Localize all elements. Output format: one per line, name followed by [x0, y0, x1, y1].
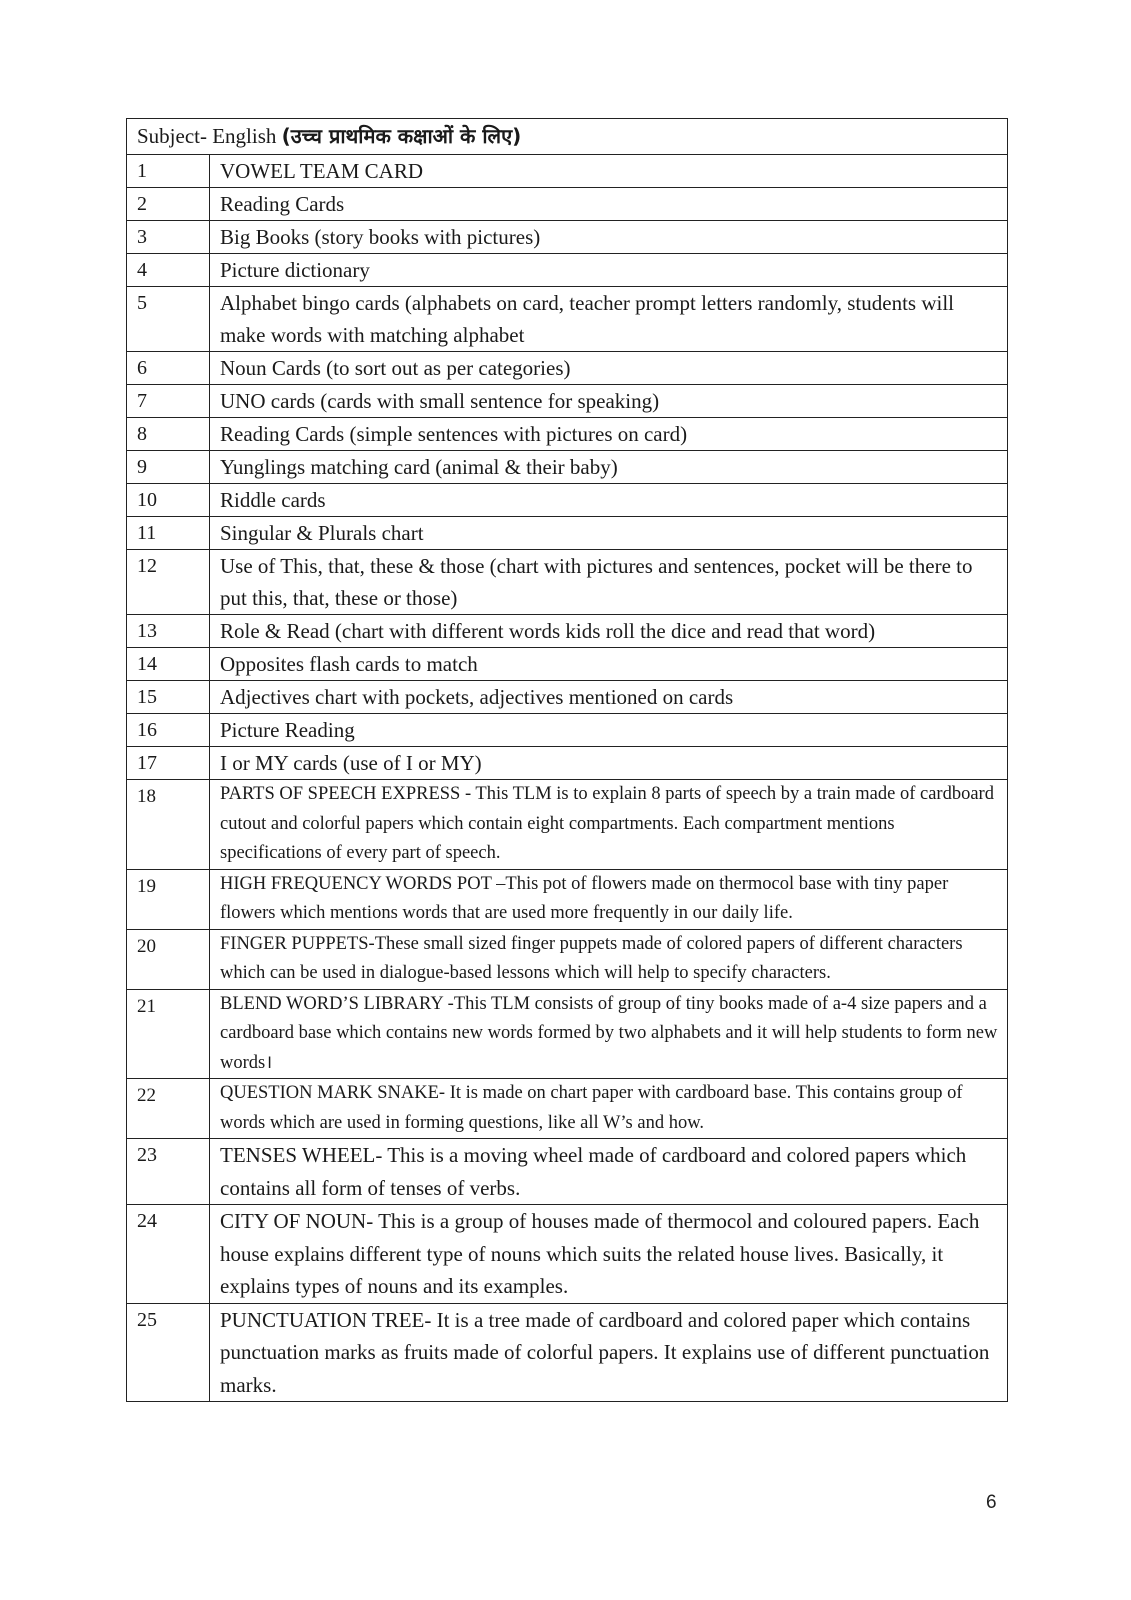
- row-number: 4: [127, 254, 210, 287]
- row-number: 19: [127, 869, 210, 929]
- table-row: [127, 989, 1008, 1079]
- row-text: Noun Cards (to sort out as per categories): [210, 352, 1008, 385]
- row-number: 6: [127, 352, 210, 385]
- table-row: [127, 418, 1008, 451]
- row-text: Alphabet bingo cards (alphabets on card, teacher prompt letters randomly, students will make words with matching alphabet: [210, 287, 1008, 352]
- table-row: [127, 780, 1008, 870]
- table-row: [127, 287, 1008, 352]
- row-text: Big Books (story books with pictures): [210, 221, 1008, 254]
- row-number: 2: [127, 188, 210, 221]
- row-text: Adjectives chart with pockets, adjectives mentioned on cards: [210, 681, 1008, 714]
- table-row: [127, 648, 1008, 681]
- row-text: Reading Cards (simple sentences with pictures on card): [210, 418, 1008, 451]
- row-text: BLEND WORD’S LIBRARY -This TLM consists of group of tiny books made of a-4 size papers and a cardboard base which contains new words formed by two alphabets and it will help students to form new words।: [210, 989, 1008, 1079]
- table-row: [127, 484, 1008, 517]
- row-text: Singular & Plurals chart: [210, 517, 1008, 550]
- row-number: 23: [127, 1139, 210, 1205]
- row-number: 11: [127, 517, 210, 550]
- row-text: TENSES WHEEL- This is a moving wheel made of cardboard and colored papers which contains all form of tenses of verbs.: [210, 1139, 1008, 1205]
- row-number: 20: [127, 929, 210, 989]
- table-row: [127, 385, 1008, 418]
- table-row: [127, 188, 1008, 221]
- row-number: 15: [127, 681, 210, 714]
- row-number: 24: [127, 1205, 210, 1304]
- table-row: [127, 615, 1008, 648]
- table-row: [127, 1079, 1008, 1139]
- page-number: 6: [986, 1492, 997, 1513]
- row-number: 10: [127, 484, 210, 517]
- row-text: Riddle cards: [210, 484, 1008, 517]
- row-number: 1: [127, 155, 210, 188]
- row-text: PUNCTUATION TREE- It is a tree made of cardboard and colored paper which contains punctuation marks as fruits made of colorful papers. It explains use of different punctuation marks.: [210, 1303, 1008, 1402]
- table-row: [127, 1139, 1008, 1205]
- row-text: FINGER PUPPETS-These small sized finger puppets made of colored papers of different characters which can be used in dialogue-based lessons which will help to specify characters.: [210, 929, 1008, 989]
- table-row: [127, 550, 1008, 615]
- row-number: 13: [127, 615, 210, 648]
- table-row: [127, 1303, 1008, 1402]
- row-number: 5: [127, 287, 210, 352]
- table-row: [127, 929, 1008, 989]
- table-row: [127, 747, 1008, 780]
- table-row: [127, 155, 1008, 188]
- row-text: PARTS OF SPEECH EXPRESS - This TLM is to explain 8 parts of speech by a train made of cardboard cutout and colorful papers which contain eight compartments. Each compartment mentions specifications of every part of speech.: [210, 780, 1008, 870]
- row-text: QUESTION MARK SNAKE- It is made on chart paper with cardboard base. This contains group of words which are used in forming questions, like all W’s and how.: [210, 1079, 1008, 1139]
- row-number: 9: [127, 451, 210, 484]
- row-text: Reading Cards: [210, 188, 1008, 221]
- row-number: 12: [127, 550, 210, 615]
- row-text: VOWEL TEAM CARD: [210, 155, 1008, 188]
- table-row: [127, 1205, 1008, 1304]
- row-number: 16: [127, 714, 210, 747]
- tlm-list-table: [126, 118, 1008, 1402]
- row-text: Role & Read (chart with different words kids roll the dice and read that word): [210, 615, 1008, 648]
- row-text: Use of This, that, these & those (chart with pictures and sentences, pocket will be there to put this, that, these or those): [210, 550, 1008, 615]
- header-hindi: (उच्च प्राथमिक कक्षाओं के लिए): [281, 124, 522, 148]
- header-prefix: Subject- English: [137, 124, 282, 148]
- row-number: 8: [127, 418, 210, 451]
- table-row: [127, 254, 1008, 287]
- table-row: [127, 517, 1008, 550]
- row-number: 7: [127, 385, 210, 418]
- row-text: Yunglings matching card (animal & their baby): [210, 451, 1008, 484]
- row-number: 17: [127, 747, 210, 780]
- row-text: CITY OF NOUN- This is a group of houses made of thermocol and coloured papers. Each house explains different type of nouns which suits the related house lives. Basically, it explains types of nouns and its examples.: [210, 1205, 1008, 1304]
- row-number: 14: [127, 648, 210, 681]
- row-number: 21: [127, 989, 210, 1079]
- table-row: [127, 869, 1008, 929]
- row-text: Picture dictionary: [210, 254, 1008, 287]
- row-text: UNO cards (cards with small sentence for speaking): [210, 385, 1008, 418]
- table-header-row: [127, 119, 1008, 155]
- table-header: [127, 119, 1008, 155]
- table-row: [127, 451, 1008, 484]
- row-number: 18: [127, 780, 210, 870]
- row-number: 3: [127, 221, 210, 254]
- row-text: HIGH FREQUENCY WORDS POT –This pot of flowers made on thermocol base with tiny paper flowers which mentions words that are used more frequently in our daily life.: [210, 869, 1008, 929]
- row-text: Opposites flash cards to match: [210, 648, 1008, 681]
- table-row: [127, 352, 1008, 385]
- table-row: [127, 681, 1008, 714]
- table-row: [127, 714, 1008, 747]
- row-number: 25: [127, 1303, 210, 1402]
- row-number: 22: [127, 1079, 210, 1139]
- table-row: [127, 221, 1008, 254]
- row-text: Picture Reading: [210, 714, 1008, 747]
- row-text: I or MY cards (use of I or MY): [210, 747, 1008, 780]
